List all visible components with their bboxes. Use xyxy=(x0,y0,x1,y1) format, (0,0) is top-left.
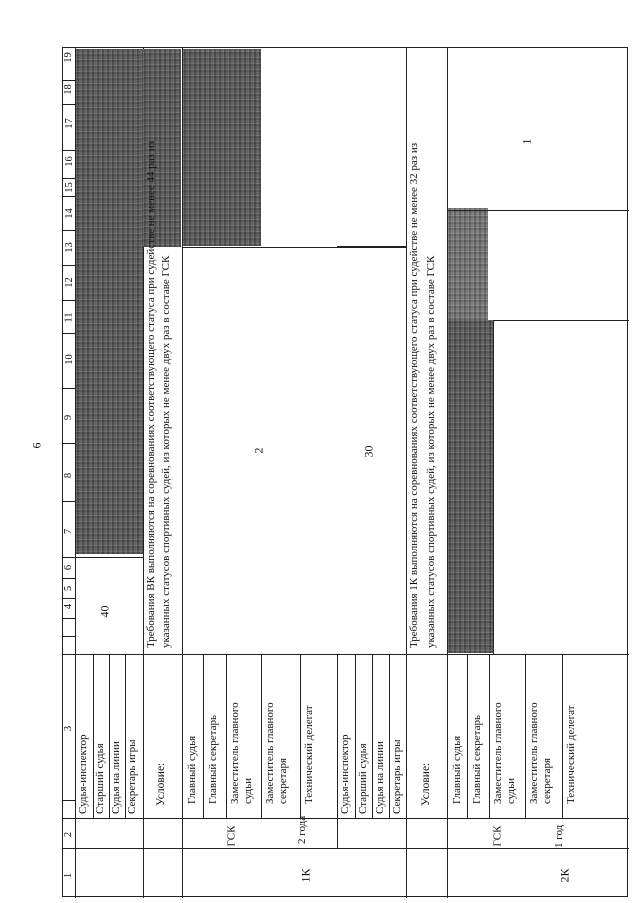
2k-period: 1 год xyxy=(553,824,565,848)
1k-role-chief-judge: Главный судья xyxy=(186,735,198,804)
1k-condition-label: Условие: xyxy=(420,762,432,806)
1k-role-line-judge: Судья на линии xyxy=(374,741,386,814)
col-number-16: 16 xyxy=(63,156,75,167)
1k-condition-line1: Требования 1К выполняются на соревнованиях соответствующего статуса при судействе не менее 32 раз из xyxy=(408,142,420,648)
top-role-game-secretary: Секретарь игры xyxy=(126,739,138,814)
col-number-2: 2 xyxy=(63,831,75,838)
col-number-19: 19 xyxy=(62,52,74,63)
top-block-value: 40 xyxy=(97,605,112,618)
col-number-17: 17 xyxy=(63,118,75,129)
1k-role-deputy-secretary: Заместитель главного секретаря xyxy=(264,702,289,804)
1k-role-inspector: Судья-инспектор xyxy=(339,734,351,814)
col-number-1: 1 xyxy=(63,872,75,879)
1k-gsk-value: 2 xyxy=(251,447,266,454)
1k-role-game-secretary: Секретарь игры xyxy=(391,739,403,814)
top-role-inspector: Судья-инспектор xyxy=(77,734,89,814)
col-number-3: 3 xyxy=(63,725,75,732)
top-role-line-judge: Судья на линии xyxy=(110,741,122,814)
col-number-9: 9 xyxy=(63,414,75,421)
1k-role-tech-delegate: Технический делегат xyxy=(303,705,315,804)
1k-condition-line2: указанных статусов спортивных судей, из которых не менее двух раз в составе ГСК xyxy=(425,255,437,648)
1k-role-chief-secretary: Главный секретарь xyxy=(207,715,219,804)
2k-gsk-label: ГСК xyxy=(491,825,504,847)
table-frame xyxy=(62,47,628,897)
1k-category: 1К xyxy=(298,868,313,883)
1k-other-value: 30 xyxy=(361,445,376,458)
col-number-12: 12 xyxy=(63,277,75,288)
top-condition-line2: указанных статусов спортивных судей, из которых не менее двух раз в составе ГСК xyxy=(160,255,172,648)
col-number-8: 8 xyxy=(63,472,75,479)
col-number-18: 18 xyxy=(62,84,74,95)
2k-role-chief-secretary: Главный секретарь xyxy=(471,715,483,804)
col-number-4: 4 xyxy=(63,603,75,610)
2k-role-tech-delegate: Технический делегат xyxy=(565,705,577,804)
col-number-6: 6 xyxy=(63,564,75,571)
1k-period: 2 года xyxy=(296,815,308,844)
2k-category: 2К xyxy=(557,868,572,883)
top-role-senior-judge: Старший судья xyxy=(94,743,106,814)
col-number-5: 5 xyxy=(63,585,75,592)
col-number-14: 14 xyxy=(63,208,75,219)
col-number-7: 7 xyxy=(63,528,75,535)
2k-role-chief-judge: Главный судья xyxy=(451,735,463,804)
top-condition-line1: Требования ВК выполняются на соревнованиях соответствующего статуса при судействе не менее 44 раз из xyxy=(145,141,157,648)
col-number-13: 13 xyxy=(63,242,75,253)
2k-gsk-value: 1 xyxy=(519,138,534,145)
1k-gsk-label: ГСК xyxy=(225,825,238,847)
1k-role-deputy-judge: Заместитель главного судьи xyxy=(229,702,254,804)
top-condition-label: Условие: xyxy=(155,762,167,806)
2k-role-deputy-judge: Заместитель главного судьи xyxy=(492,702,517,804)
col-number-15: 15 xyxy=(63,182,75,193)
page-number: 6 xyxy=(29,442,44,449)
1k-role-senior-judge: Старший судья xyxy=(357,743,369,814)
2k-role-deputy-secretary: Заместитель главного секретаря xyxy=(528,702,553,804)
col-number-11: 11 xyxy=(63,312,75,323)
col-number-10: 10 xyxy=(63,354,75,365)
